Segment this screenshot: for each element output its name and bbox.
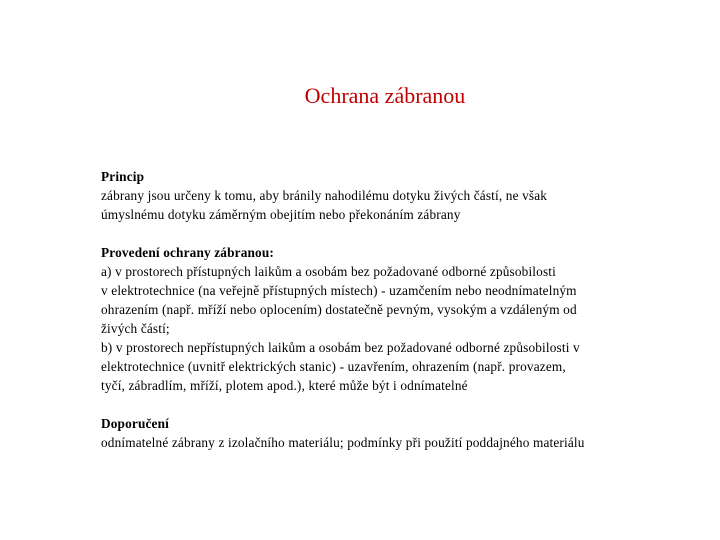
text-line: úmyslnému dotyku záměrným obejitím nebo překonáním zábrany [101, 207, 461, 222]
text-line: v elektrotechnice (na veřejně přístupných místech) - uzamčením nebo neodnímatelným [101, 283, 577, 298]
text-line: zábrany jsou určeny k tomu, aby bránily nahodilému dotyku živých částí, ne však [101, 188, 548, 203]
section-heading: Princip [101, 169, 145, 184]
slide-content [101, 167, 701, 452]
page-title: Ochrana zábranou [304, 83, 466, 108]
section-doporuceni [101, 414, 701, 452]
text-line: a) v prostorech přístupných laikům a osobám bez požadované odborné způsobilosti [101, 264, 556, 279]
text-line: b) v prostorech nepřístupných laikům a osobám bez požadované odborné způsobilosti v [101, 340, 580, 355]
section-heading: Doporučení [101, 416, 169, 431]
text-line: ohrazením (např. mříží nebo oplocením) dostatečně pevným, vysokým a vzdáleným od [101, 302, 577, 317]
section-princip [101, 167, 701, 224]
section-heading: Provedení ochrany zábranou: [101, 245, 274, 260]
text-line: živých částí; [101, 321, 170, 336]
text-line: tyčí, zábradlím, mříží, plotem apod.), které může být i odnímatelné [101, 378, 468, 393]
text-line: odnímatelné zábrany z izolačního materiálu; podmínky při použití poddajného materiálu [101, 435, 585, 450]
section-provedeni [101, 243, 701, 395]
text-line: elektrotechnice (uvnitř elektrických stanic) - uzavřením, ohrazením (např. provazem, [101, 359, 566, 374]
